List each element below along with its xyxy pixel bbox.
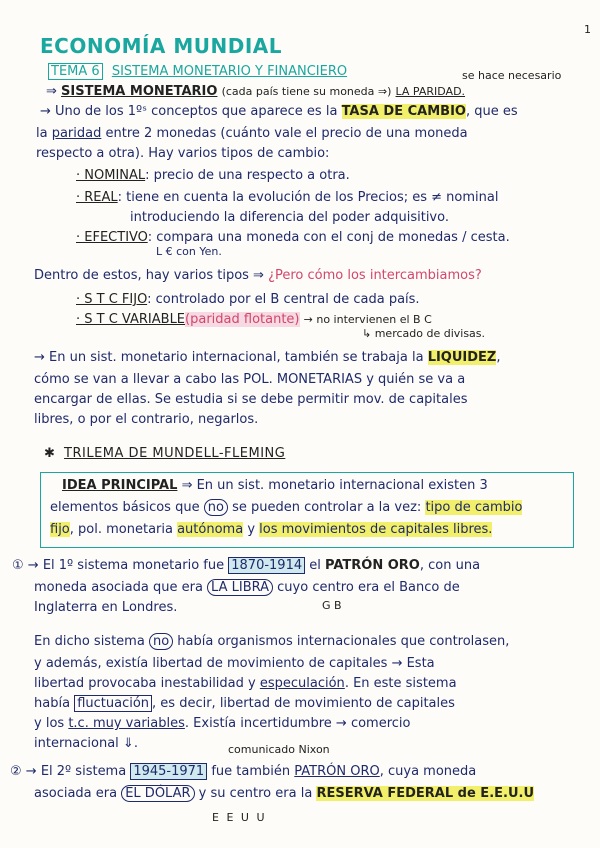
heading-note: (cada país tiene su moneda ⇒) [221,85,392,98]
idea-text: , pol. monetaria [69,522,173,537]
intro-text: la [36,126,48,141]
intro-line-3: respecto a otra). Hay varios tipos de cambio: [36,146,330,161]
dentro-line [34,268,482,284]
paridad-note: LA PARIDAD. [395,85,466,98]
liquidez-line-2: cómo se van a llevar a cabo las POL. MONETARIAS y quién se va a [34,372,466,387]
arrow-icon: ⇒ [46,84,57,99]
nominal-label: · NOMINAL [76,168,146,183]
idea-label: IDEA PRINCIPAL [62,478,178,493]
tipo-real-cont: introduciendo la diferencia del poder adquisitivo. [130,210,449,225]
tasa-de-cambio: TASA DE CAMBIO [341,104,466,119]
years-1870-1914: 1870-1914 [228,557,305,574]
p3-line-2 [34,786,534,802]
tipo-real [76,190,498,206]
dentro-text: Dentro de estos, hay varios tipos ⇒ [34,268,264,283]
fluctuacion: fluctuación [74,695,152,712]
real-text: : tiene en cuenta la evolución de los Precios; es ≠ nominal [117,190,499,205]
liquidez-word: LIQUIDEZ [427,350,497,365]
tipo-de-cambio: tipo de cambio [425,500,523,515]
p2-text: había [34,696,71,711]
gb-note: G B [322,599,342,612]
intro-text-end: , que es [465,104,518,119]
number-one-icon: ① [12,558,24,573]
p2-line-1 [34,634,509,650]
p2-text: En dicho sistema [34,634,145,649]
p2-line-4 [34,696,455,712]
efectivo-text: : compara una moneda con el conj de monedas / cesta. [147,230,510,245]
intro-text: entre 2 monedas (cuánto vale el precio de una moneda [105,126,468,141]
intro-line-2 [36,126,468,142]
patron-oro: PATRÓN ORO [325,558,420,573]
intro-text: → Uno de los 1ºˢ conceptos que aparece es la [40,104,338,119]
p2-text: . Existía incertidumbre → comercio [184,716,411,731]
nixon-note: comunicado Nixon [228,743,330,756]
idea-text: elementos básicos que [50,500,200,515]
star-icon: ✱ [44,446,55,461]
tipo-efectivo [76,230,510,246]
p1-text: moneda asociada que era [34,580,203,595]
liquidez-line-1 [34,350,501,366]
p1-text: , con una [419,558,481,573]
paridad-word: paridad [51,126,102,141]
p3-text: asociada era [34,786,118,801]
p2-line-2: y además, existía libertad de movimiento de capitales → Esta [34,656,435,671]
stc-fijo-text: : controlado por el B central de cada país. [147,292,420,307]
trilema-heading [44,446,285,462]
reserva-federal: RESERVA FEDERAL de E.E.U.U [316,786,534,801]
stc-variable-label: · S T C VARIABLE [76,312,186,327]
p1-line-1 [12,558,480,574]
nominal-text: : precio de una respecto a otra. [145,168,350,183]
number-two-icon: ② [10,764,22,779]
no-word: no [149,633,173,650]
p1-text: el [309,558,321,573]
p3-line-1 [10,764,476,780]
p2-text: libertad provocaba inestabilidad y [34,676,256,691]
intro-line-1 [40,104,518,120]
p1-line-2 [34,580,460,596]
trilema-title: TRILEMA DE MUNDELL-FLEMING [64,446,286,461]
idea-text: y [247,522,256,537]
la-libra: LA LIBRA [207,579,273,596]
patron-oro: PATRÓN ORO [294,764,380,779]
section-heading: SISTEMA MONETARIO [61,84,218,99]
autonoma-word: autónoma [177,522,244,537]
liquidez-line-3: encargar de ellas. Se estudia si se debe permitir mov. de capitales [34,392,468,407]
p1-line-3: Inglaterra en Londres. [34,600,178,615]
tc-variables: t.c. muy variables [68,716,185,731]
tema-name: SISTEMA MONETARIO Y FINANCIERO [111,64,348,79]
idea-line-1 [62,478,488,494]
p1-text: → El 1º sistema monetario fue [27,558,225,573]
p2-text: , es decir, libertad de movimiento de capitales [152,696,455,711]
p3-text: y su centro era la [198,786,313,801]
stc-variable-note: ↳ mercado de divisas. [362,327,486,340]
stc-fijo [76,292,420,308]
liquidez-text: → En un sist. monetario internacional, también se trabaja la [34,350,424,365]
stc-fijo-label: · S T C FIJO [76,292,148,307]
idea-line-3 [50,522,492,538]
idea-line-2 [50,500,522,516]
p2-line-6: internacional ⇓. [34,736,138,751]
p2-line-5 [34,716,410,732]
idea-text: ⇒ En un sist. monetario internacional existen 3 [181,478,488,493]
tema-number: TEMA 6 [48,63,103,80]
page-number: 1 [584,23,591,36]
p2-text: había organismos internacionales que controlasen, [177,634,510,649]
capitales-libres: los movimientos de capitales libres. [259,522,493,537]
sistema-monetario-line [46,84,465,100]
p2-text: . En este sistema [344,676,457,691]
no-word: no [204,499,228,516]
p3-text: , cuya moneda [379,764,477,779]
especulacion: especulación [259,676,345,691]
page-title: ECONOMÍA MUNDIAL [40,34,283,58]
liquidez-line-4: libres, o por el contrario, negarlos. [34,412,259,427]
el-dolar: EL DÓLAR [121,785,194,802]
tema-line [48,64,347,80]
liquidez-comma: , [496,350,501,365]
efectivo-note: L € con Yen. [156,245,222,258]
p3-text: → El 2º sistema [25,764,127,779]
efectivo-label: · EFECTIVO [76,230,148,245]
p2-text: y los [34,716,65,731]
question-text: ¿Pero cómo los intercambiamos? [268,268,482,283]
tipo-nominal [76,168,350,184]
p1-text: cuyo centro era el Banco de [277,580,460,595]
paridad-flotante: (paridad flotante) [185,312,300,327]
years-1945-1971: 1945-1971 [130,763,207,780]
tema-note: se hace necesario [462,69,562,82]
stc-variable-text: → no intervienen el B C [303,313,432,326]
real-label: · REAL [76,190,118,205]
idea-text: se pueden controlar a la vez: [232,500,422,515]
p2-line-3 [34,676,457,692]
eeuu-note: E E U U [212,811,267,824]
fijo-word: fijo [50,522,70,537]
p3-text: fue también [211,764,291,779]
